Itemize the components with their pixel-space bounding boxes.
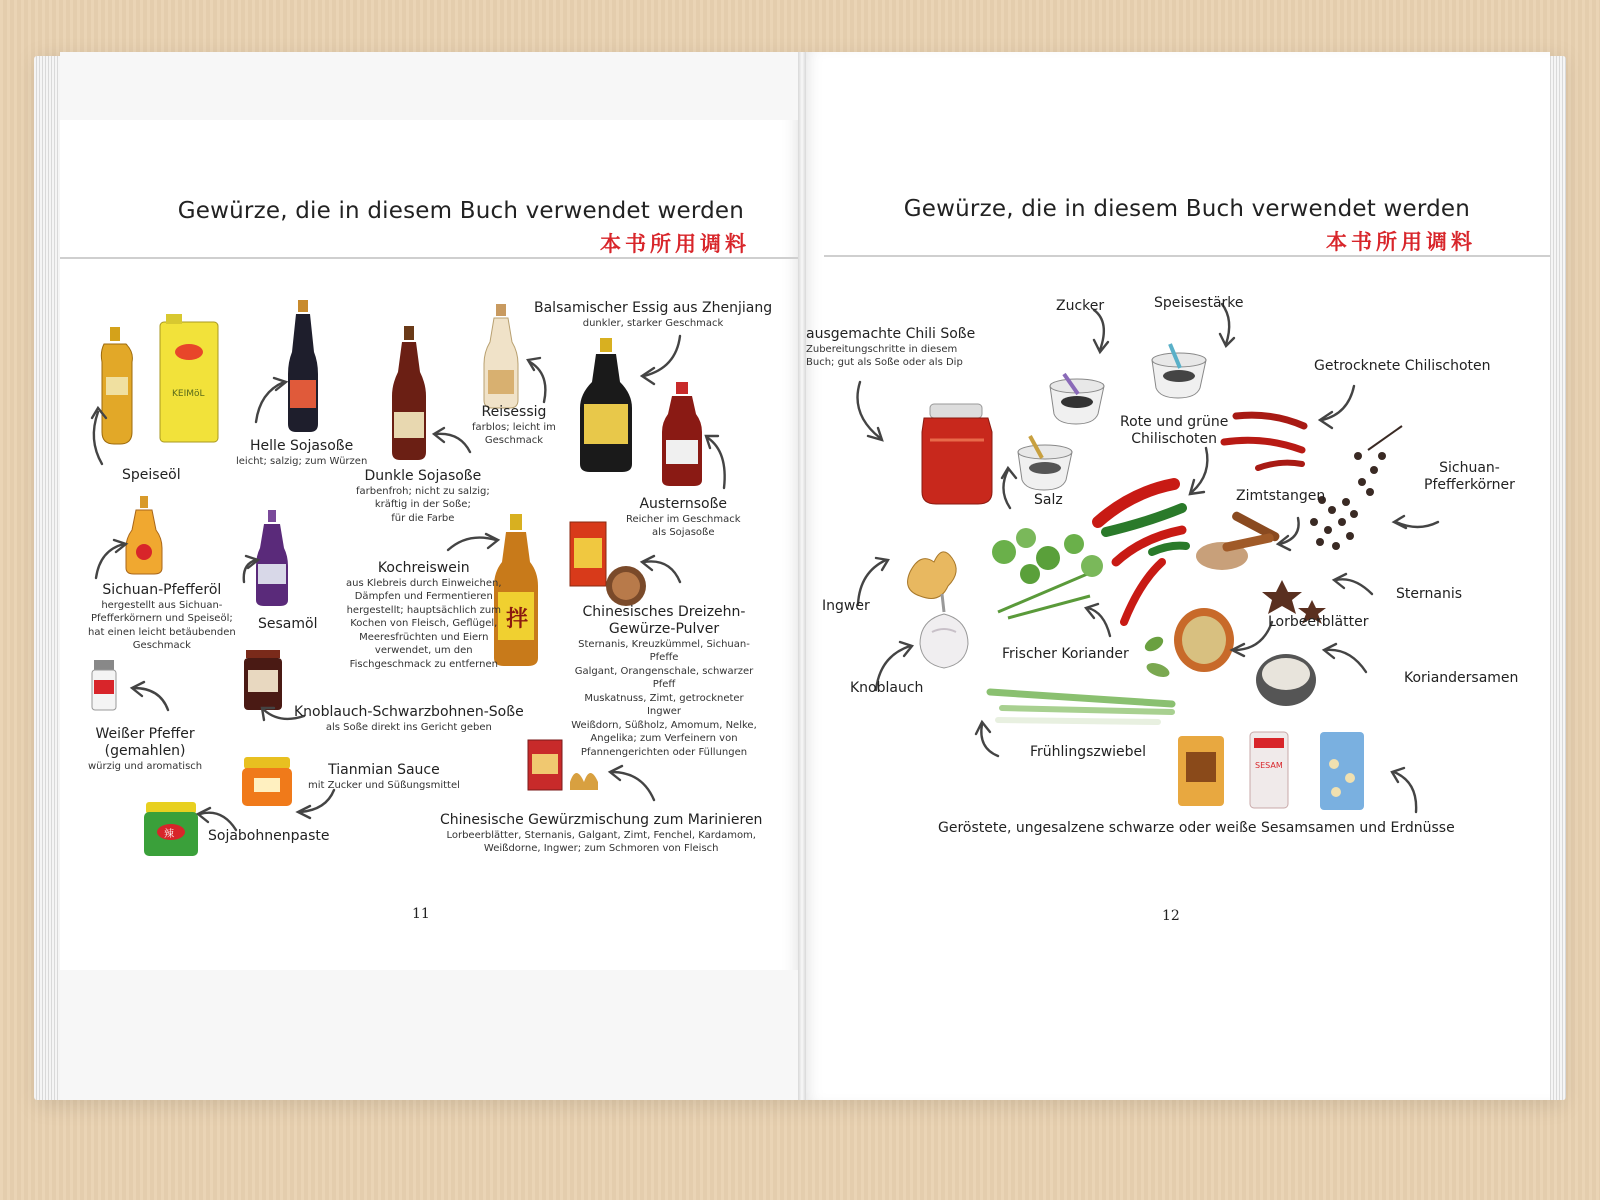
sichuan-pepper-oil-bottle-icon xyxy=(126,496,162,574)
dark-soy-sauce-bottle-icon xyxy=(392,326,426,460)
fresh-coriander-icon xyxy=(992,528,1103,618)
label-marinade-mix: Chinesische Gewürzmischung zum Marinieren Lorbeerblätter, Sternanis, Galgant, Zimt, Fenchel, Kardamom, Weißdorne, Ingwer; zum Schmoren von Fleisch xyxy=(440,812,763,855)
label-chili-sauce: ausgemachte Chili Soße Zubereitungschritte in diesem Buch; gut als Soße oder als Dip xyxy=(806,326,976,369)
tianmian-sauce-jar-icon xyxy=(242,757,292,806)
salt-bowl-icon xyxy=(1018,436,1072,490)
label-sugar: Zucker xyxy=(1056,298,1105,314)
sesame-oil-bottle-icon xyxy=(256,510,288,606)
label-black-bean-sauce: Knoblauch-Schwarzbohnen-Soße als Soße direkt ins Gericht geben xyxy=(294,704,524,733)
label-star-anise: Sternanis xyxy=(1396,586,1463,602)
black-bean-sauce-jar-icon xyxy=(244,650,282,710)
label-coriander-seeds: Koriandersamen xyxy=(1404,670,1519,686)
coriander-seeds-bowl-icon xyxy=(1256,654,1316,706)
label-starch: Speisestärke xyxy=(1154,295,1244,311)
spring-onion-icon xyxy=(990,692,1172,722)
label-garlic: Knoblauch xyxy=(850,680,924,696)
fresh-chili-peppers-icon xyxy=(1098,484,1186,622)
sesame-peanut-bags-icon xyxy=(1178,732,1364,810)
right-title-rule xyxy=(824,255,1550,257)
page-stack-left xyxy=(34,56,62,1100)
ginger-icon xyxy=(908,552,957,599)
label-light-soy-sauce: Helle Sojasoße leicht; salzig; zum Würzen xyxy=(236,438,368,467)
sesame-bag-label: SESAM xyxy=(1255,761,1283,770)
left-page-number: 11 xyxy=(412,906,430,922)
right-page-number: 12 xyxy=(1162,908,1180,924)
label-cinnamon: Zimtstangen xyxy=(1236,488,1326,504)
germ-oil-can-icon xyxy=(160,314,218,442)
page-stack-right xyxy=(1548,56,1566,1100)
label-bay-leaves: Lorbeerblätter xyxy=(1268,614,1369,630)
label-cooking-wine: Kochreiswein aus Klebreis durch Einweichen, Dämpfen und Fermentieren hergestellt; hauptsächlich zum Kochen von Fleisch, Geflügel, Meeresfrüchten und Eiern verwendet, um den Fischgeschmack zu entfernen xyxy=(346,560,502,670)
white-pepper-shaker-icon xyxy=(92,660,116,710)
label-salt: Salz xyxy=(1034,492,1063,508)
label-white-pepper: Weißer Pfeffer (gemahlen) würzig und aromatisch xyxy=(88,726,203,772)
right-page-title: Gewürze, die in diesem Buch verwendet werden xyxy=(903,196,1470,222)
label-oyster-sauce: Austernsoße Reicher im Geschmack als Sojasoße xyxy=(626,496,741,539)
label-sichuan-pepper-oil: Sichuan-Pfefferöl hergestellt aus Sichuan- Pfefferkörnern und Speiseöl; hat einen leicht betäubenden Geschmack xyxy=(88,582,236,652)
label-dried-chili: Getrocknete Chilischoten xyxy=(1314,358,1491,374)
bay-leaves-bowl-icon xyxy=(1142,608,1234,680)
starch-bowl-icon xyxy=(1152,344,1206,398)
label-thirteen-spice: Chinesisches Dreizehn- Gewürze-Pulver Sternanis, Kreuzkümmel, Sichuan-Pfeffe Galgant, Orangenschale, schwarzer Pfeff Muskatnuss, Zimt, getrockneter Ingwer Weißdorn, Süßholz, Amomum, Nelke, Angelika; zum Verfeinern von Pfannengerichten oder Füllungen xyxy=(571,604,757,758)
label-sesame-peanuts: Geröstete, ungesalzene schwarze oder weiße Sesamsamen und Erdnüsse xyxy=(938,820,1455,836)
paste-tub-label: 辣 xyxy=(164,829,174,840)
sugar-bowl-icon xyxy=(1050,374,1104,424)
label-fresh-chili: Rote und grüne Chilischoten xyxy=(1120,414,1229,447)
label-ginger: Ingwer xyxy=(822,598,870,614)
garlic-icon xyxy=(920,594,968,668)
label-cooking-oil: Speiseöl xyxy=(122,467,181,483)
left-page xyxy=(60,52,802,1100)
zhenjiang-vinegar-bottle-icon xyxy=(580,338,632,472)
label-tianmian-sauce: Tianmian Sauce mit Zucker und Süßungsmittel xyxy=(308,762,460,791)
label-soybean-paste: Sojabohnenpaste xyxy=(208,828,330,844)
soybean-paste-tub-icon xyxy=(144,802,198,856)
book-spine xyxy=(798,52,806,1100)
dried-chili-icon xyxy=(1224,415,1304,468)
left-page-title: Gewürze, die in diesem Buch verwendet werden xyxy=(177,198,744,224)
light-soy-sauce-bottle-icon xyxy=(288,300,318,432)
label-dark-soy-sauce: Dunkle Sojasoße farbenfroh; nicht zu salzig; kräftig in der Soße; für die Farbe xyxy=(356,468,490,524)
label-spring-onion: Frühlingszwiebel xyxy=(1030,744,1147,760)
left-page-title-chinese: 本书所用调料 xyxy=(600,232,750,256)
label-sichuan-peppercorns: Sichuan- Pfefferkörner xyxy=(1424,460,1515,493)
right-page xyxy=(802,52,1550,1100)
cooking-oil-bottle-icon xyxy=(101,327,132,444)
label-sesame-oil: Sesamöl xyxy=(258,616,318,632)
right-page-title-chinese: 本书所用调料 xyxy=(1326,230,1476,254)
oyster-sauce-bottle-icon xyxy=(662,382,702,486)
cinnamon-sticks-icon xyxy=(1196,510,1281,570)
svg-text:拌: 拌 xyxy=(506,607,529,632)
rice-vinegar-bottle-icon xyxy=(484,304,518,408)
label-rice-vinegar: Reisessig farblos; leicht im Geschmack xyxy=(472,404,556,447)
label-zhenjiang-vinegar: Balsamischer Essig aus Zhenjiang dunkler, starker Geschmack xyxy=(534,300,773,329)
keimol-can-label: KEIMöL xyxy=(172,389,205,399)
label-coriander: Frischer Koriander xyxy=(1002,646,1129,662)
left-title-rule xyxy=(60,257,802,259)
chili-sauce-jar-icon xyxy=(922,404,992,504)
